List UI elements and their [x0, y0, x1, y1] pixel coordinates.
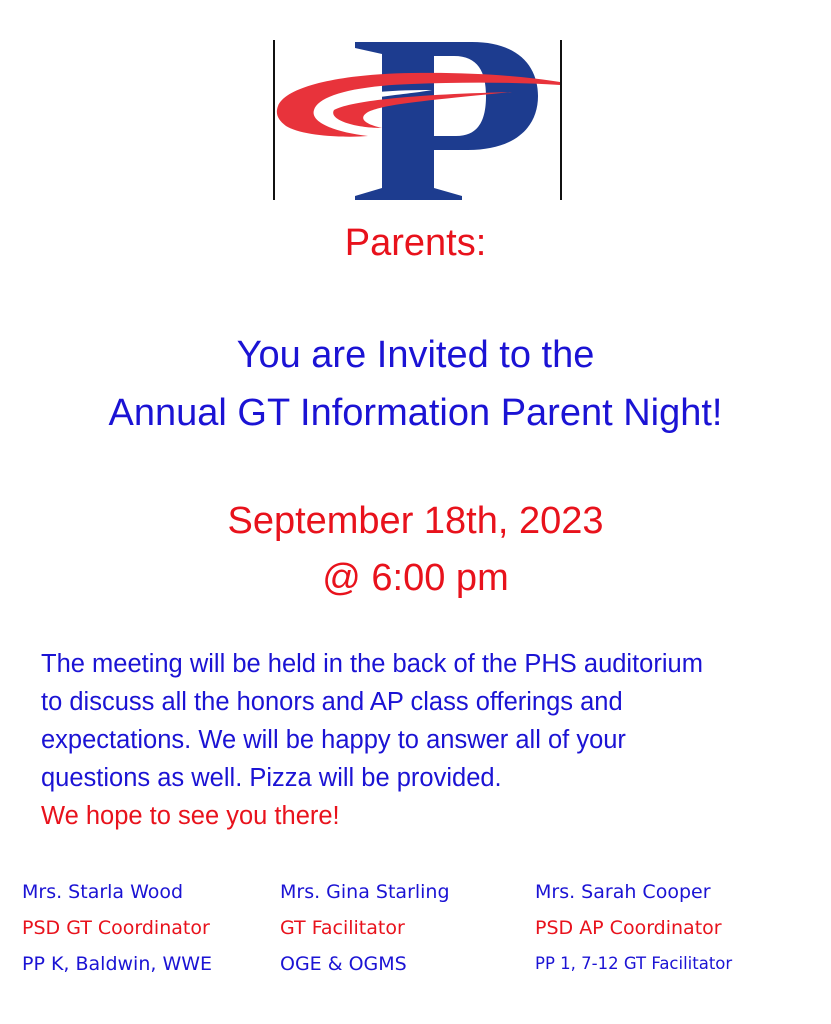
p-letter — [355, 42, 538, 200]
contact-role: GT Facilitator — [280, 917, 405, 939]
logo-left-line — [273, 40, 275, 200]
logo-right-line — [560, 40, 562, 200]
invitation-line-2: Annual GT Information Parent Night! — [108, 392, 723, 434]
description-line: to discuss all the honors and AP class offerings and — [41, 688, 623, 716]
parents-heading: Parents: — [344, 222, 487, 264]
contact-name: Mrs. Gina Starling — [280, 881, 450, 903]
school-logo — [272, 38, 565, 202]
contact-role: PSD GT Coordinator — [22, 917, 210, 939]
contact-gina-starling — [280, 874, 450, 982]
contact-schools: PP K, Baldwin, WWE — [22, 953, 213, 975]
description-line: The meeting will be held in the back of the PHS auditorium — [41, 650, 703, 678]
contact-name: Mrs. Starla Wood — [22, 881, 184, 903]
contact-schools: PP 1, 7-12 GT Facilitator — [535, 954, 733, 973]
contact-starla-wood — [22, 874, 212, 982]
description-line: expectations. We will be happy to answer all of your — [41, 726, 626, 754]
event-time: @ 6:00 pm — [322, 557, 509, 599]
contact-name: Mrs. Sarah Cooper — [535, 881, 711, 903]
contact-role: PSD AP Coordinator — [535, 917, 722, 939]
closing-line: We hope to see you there! — [41, 802, 340, 830]
description-line: questions as well. Pizza will be provided. — [41, 764, 502, 792]
contact-schools: OGE & OGMS — [280, 953, 407, 975]
invitation-line-1: You are Invited to the — [236, 334, 595, 376]
meeting-description — [41, 645, 811, 835]
contact-sarah-cooper — [535, 874, 732, 982]
p-logo-icon — [272, 38, 565, 202]
event-date: September 18th, 2023 — [227, 500, 604, 542]
